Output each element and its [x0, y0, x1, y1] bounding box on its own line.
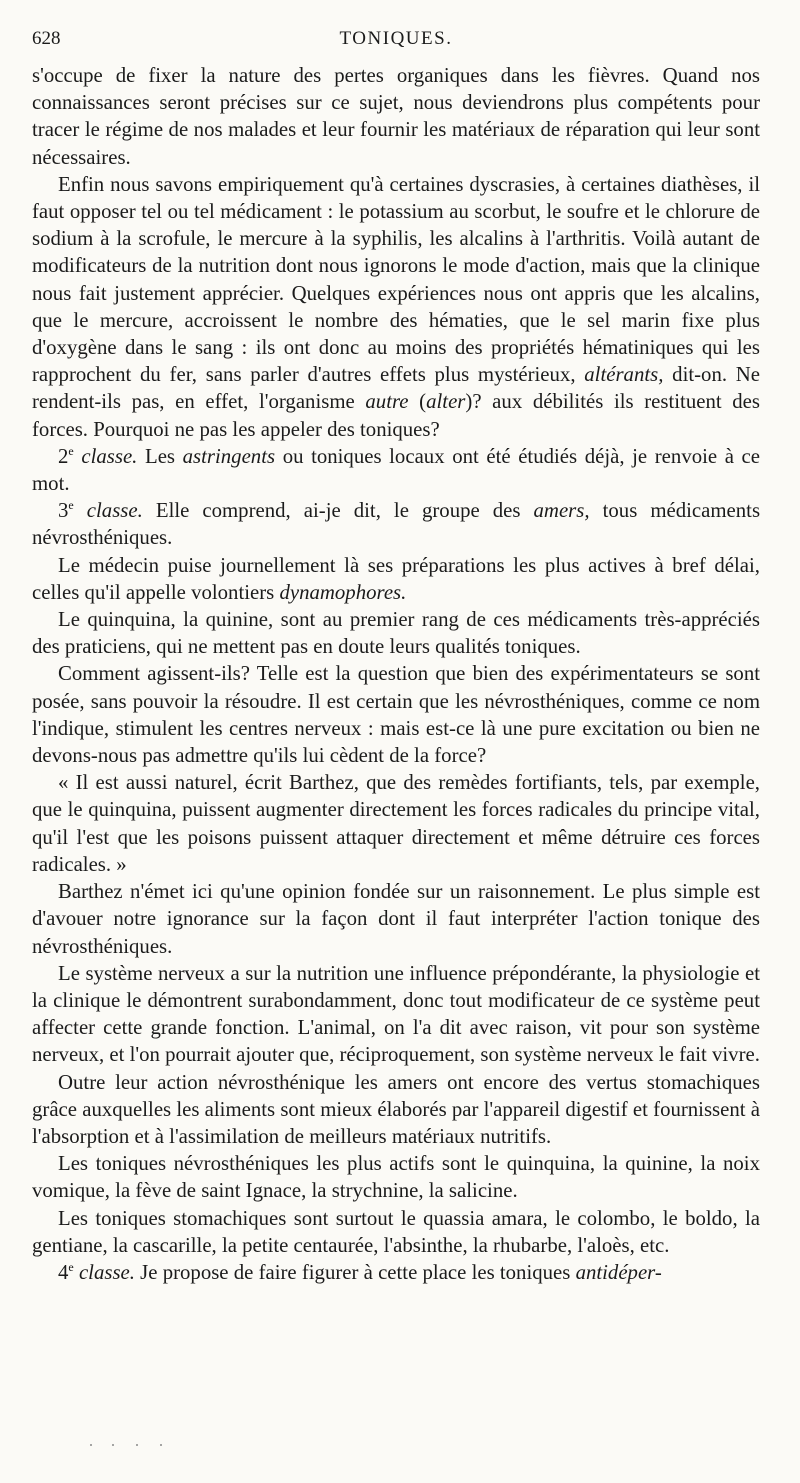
- text-run: Les: [144, 444, 176, 468]
- paragraph-8-quote: « Il est aussi naturel, écrit Barthez, que des remèdes fortifiants, tels, par exemple, que le quinquina, puissent augmenter directement les forces radicales du principe vital, qu'il l'est que les poisons puissent attaquer directement et même détruire ces forces radicales. »: [32, 771, 760, 876]
- paragraph-14: [32, 1259, 760, 1286]
- ordinal-sup: e: [68, 443, 74, 458]
- paragraph-13: Les toniques stomachiques sont surtout le quassia amara, le colombo, le boldo, la gentiane, la cascarille, la petite centaurée, l'absinthe, la rhubarbe, l'aloès, etc.: [32, 1206, 760, 1257]
- italic-term: alter: [426, 390, 466, 414]
- running-title: TONIQUES.: [339, 28, 453, 49]
- speck: [160, 1444, 162, 1446]
- class-label: classe.: [81, 444, 138, 468]
- italic-term: amers,: [533, 499, 590, 523]
- text-run: Le médecin puise journellement là ses préparations les plus actives à bref délai, celles qu'il appelle volontiers: [32, 553, 760, 604]
- paragraph-6: Le quinquina, la quinine, sont au premier rang de ces médicaments très-appréciés des praticiens, qui ne mettent pas en doute leurs qualités toniques.: [32, 608, 760, 659]
- paragraph-1: s'occupe de fixer la nature des pertes organiques dans les fièvres. Quand nos connaissances seront précises sur ce sujet, nous deviendrons plus compétents pour tracer le régime de nos malades et leur fournir les matériaux de réparation qui leur sont nécessaires.: [32, 64, 760, 169]
- paragraph-11: Outre leur action névrosthénique les amers ont encore des vertus stomachiques grâce auxquelles les aliments sont mieux élaborés par l'appareil digestif et fournissent à l'absorption et à l'assimilation de meilleurs matériaux nutritifs.: [32, 1070, 760, 1148]
- text-run: dit-on. Ne rendent-ils pas, en effet, l'organisme: [32, 363, 761, 414]
- class-number: 4: [58, 1260, 69, 1284]
- text-run: Enfin nous savons empiriquement qu'à certaines dyscrasies, à certaines diathèses, il faut opposer tel ou tel médicament : le potassium au scorbut, le soufre et le chlorure de sodium à la scrofule, le mercure à la syphilis, les alcalins à l'arthritis. Voilà autant de modificateurs de la nutrition dont nous ignorons le mode d'action, mais que la clinique nous fait justement apprécier. Quelques expériences nous ont appris que les alcalins, que le mercure, accroissent le nombre des hématies, que le sel marin fixe plus d'oxygène dans le sang : ils ont donc au moins des propriétés hématiniques qui les rapprochent du fer, sans parler d'autres effets plus mystérieux,: [32, 172, 760, 387]
- scan-speckles: [90, 1444, 210, 1446]
- ordinal-sup: e: [68, 498, 74, 513]
- ordinal-sup: e: [68, 1260, 74, 1275]
- paragraph-9: Barthez n'émet ici qu'une opinion fondée sur un raisonnement. Le plus simple est d'avouer notre ignorance sur la façon dont il faut interpréter l'action tonique des névrosthéniques.: [32, 880, 760, 958]
- italic-term: dynamophores.: [279, 580, 407, 604]
- text-run: )? aux débilités ils restituent des forces. Pourquoi ne pas les appeler des toniques?: [32, 390, 760, 441]
- paragraph-3: [32, 443, 760, 497]
- text-run: tous médicaments névrosthéniques.: [32, 499, 761, 550]
- page-number: 628: [32, 28, 61, 49]
- paragraph-12: Les toniques névrosthéniques les plus actifs sont le quinquina, la quinine, la noix vomique, la fève de saint Ignace, la strychnine, la salicine.: [32, 1152, 760, 1203]
- italic-term: autre: [365, 390, 409, 414]
- italic-term: astringents: [182, 444, 276, 468]
- italic-term: altérants,: [584, 363, 664, 387]
- speck: [136, 1444, 138, 1446]
- paragraph-7: Comment agissent-ils? Telle est la question que bien des expérimentateurs se sont posée, sans pouvoir la résoudre. Il est certain que les névrosthéniques, comme ce nom l'indique, stimulent les centres nerveux : mais est-ce là une pure excitation ou bien ne devons-nous pas admettre qu'ils lui cèdent de la force?: [32, 662, 760, 768]
- paragraph-4: [32, 497, 760, 551]
- text-run: Elle comprend, ai-je dit, le groupe des: [155, 499, 521, 523]
- text-run: ou toniques locaux ont été étudiés déjà, je renvoie à ce mot.: [32, 444, 761, 496]
- text-run: Je propose de faire figurer à cette place les toniques: [140, 1260, 571, 1284]
- paragraph-5: [32, 552, 760, 606]
- body-text: [32, 62, 760, 1286]
- class-number: 3: [58, 499, 69, 523]
- class-label: classe.: [78, 1260, 135, 1284]
- text-run: (: [419, 390, 427, 414]
- speck: [112, 1444, 114, 1446]
- page-header: [32, 28, 760, 54]
- class-label: classe.: [86, 499, 143, 523]
- paragraph-10: Le système nerveux a sur la nutrition une influence prépondérante, la physiologie et la clinique le démontrent surabondamment, donc tout modificateur de ce système peut affecter cette grande fonction. L'animal, on l'a dit avec raison, vit pour son système nerveux, et l'on pourrait ajouter que, réciproquement, son système nerveux le fait vivre.: [32, 961, 760, 1067]
- class-number: 2: [58, 444, 69, 468]
- paragraph-2: [32, 171, 760, 443]
- italic-term: antidéper-: [575, 1260, 662, 1284]
- speck: [90, 1444, 92, 1446]
